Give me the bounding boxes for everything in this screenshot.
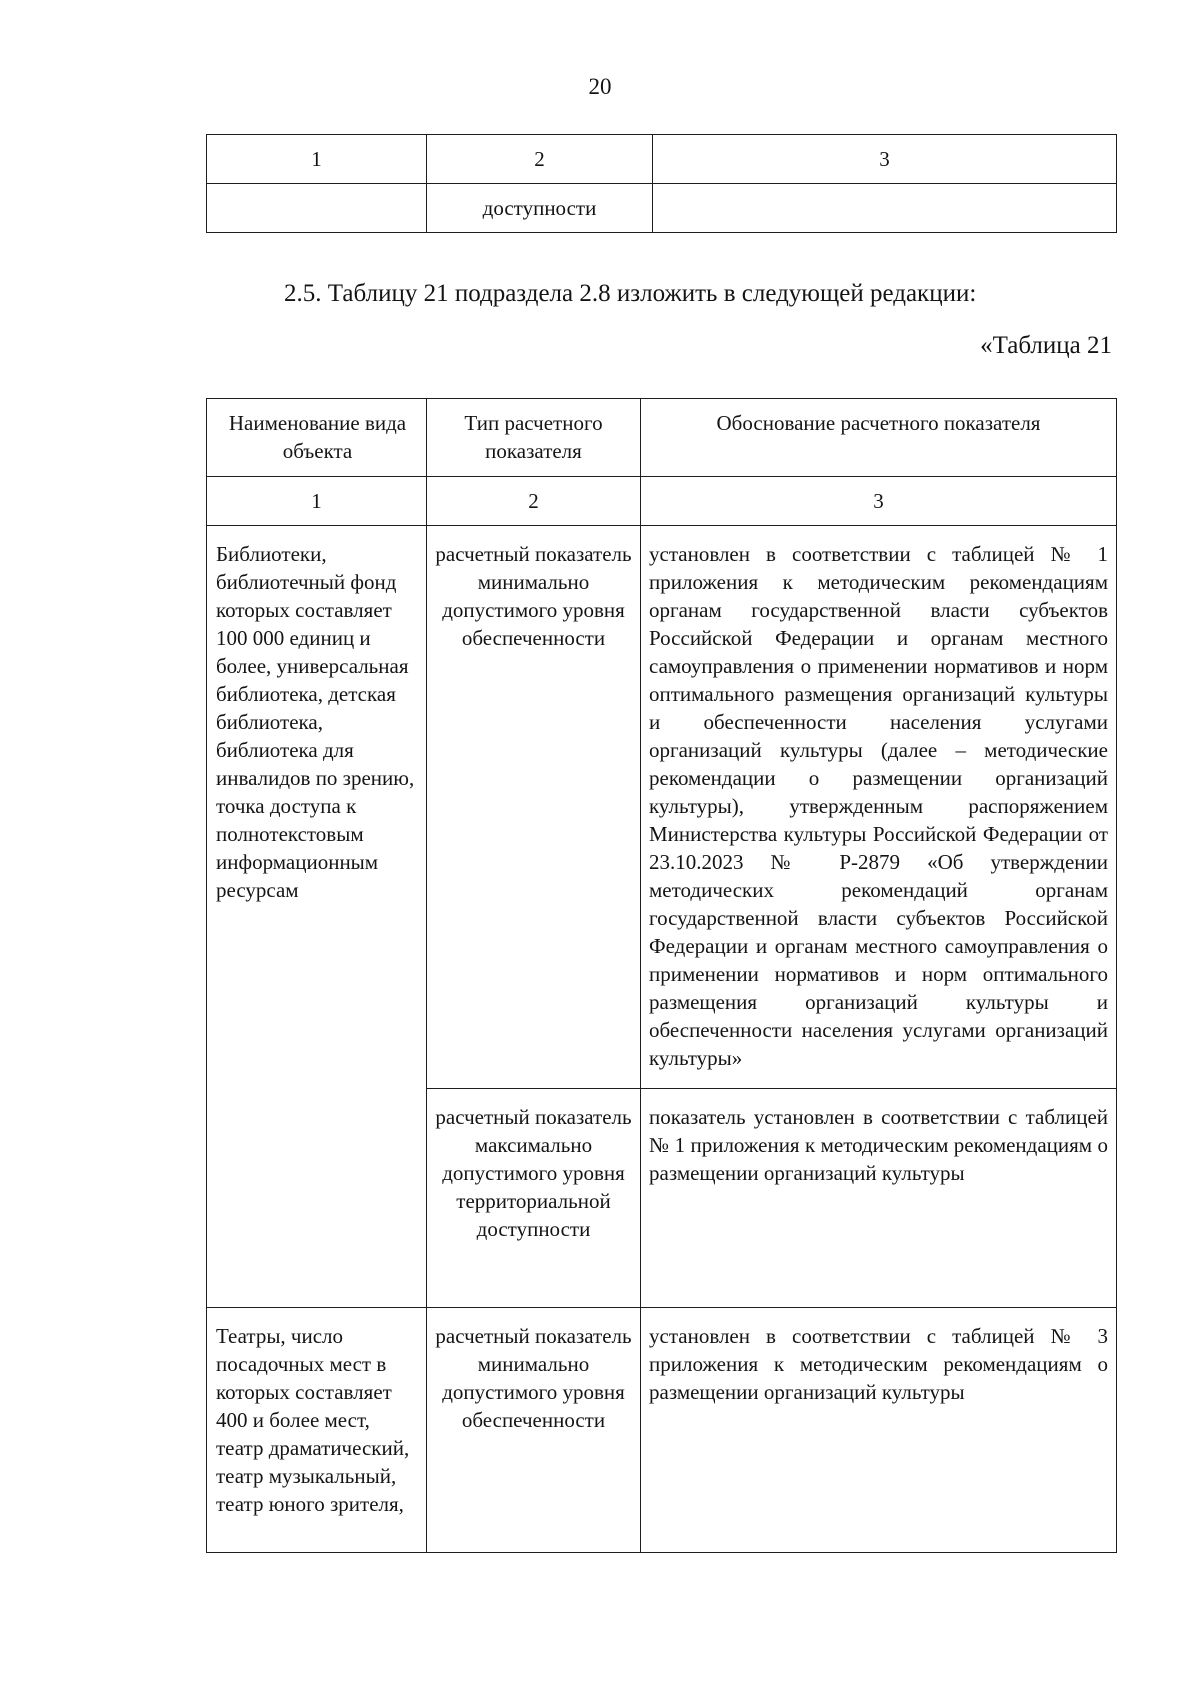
continuation-header-cell: 3 [653, 135, 1117, 184]
continuation-cell: доступности [427, 184, 653, 233]
section-heading: 2.5. Таблицу 21 подраздела 2.8 изложить в следующей редакции: [284, 280, 977, 307]
continuation-header-cell: 1 [207, 135, 427, 184]
continuation-header-row [207, 135, 1117, 184]
table-header-row [207, 399, 1117, 477]
indicator-type-cell: расчетный показатель минимально допустимого уровня обеспеченности [427, 526, 641, 1089]
continuation-table [206, 134, 1117, 233]
column-number: 1 [207, 477, 427, 526]
continuation-row [207, 184, 1117, 233]
object-name-cell: Библиотеки, библиотечный фонд которых составляет 100 000 единиц и более, универсальная библиотека, детская библиотека, библиотека для инвалидов по зрению, точка доступа к полнотекстовым информационным ресурсам [207, 526, 427, 1308]
indicator-basis-cell: показатель установлен в соответствии с таблицей № 1 приложения к методическим рекомендациям о размещении организаций культуры [641, 1089, 1117, 1308]
column-number: 2 [427, 477, 641, 526]
table-row-theatres [207, 1308, 1117, 1553]
indicator-type-cell: расчетный показатель минимально допустимого уровня обеспеченности [427, 1308, 641, 1553]
object-name-cell: Театры, число посадочных мест в которых составляет 400 и более мест, театр драматический, театр музыкальный, театр юного зрителя, [207, 1308, 427, 1553]
indicator-basis-cell: установлен в соответствии с таблицей № 3 приложения к методическим рекомендациям о размещении организаций культуры [641, 1308, 1117, 1553]
table-row-libraries-min [207, 526, 1117, 1089]
column-number: 3 [641, 477, 1117, 526]
continuation-cell [653, 184, 1117, 233]
header-object-name: Наименование вида объекта [207, 399, 427, 477]
column-number-row [207, 477, 1117, 526]
header-indicator-type: Тип расчетного показателя [427, 399, 641, 477]
table-label: «Таблица 21 [980, 332, 1112, 359]
continuation-cell [207, 184, 427, 233]
table-21 [206, 398, 1117, 1553]
page-number: 20 [588, 74, 612, 99]
continuation-header-cell: 2 [427, 135, 653, 184]
indicator-basis-cell: установлен в соответствии с таблицей № 1 приложения к методическим рекомендациям органам государственной власти субъектов Российской Федерации и органам местного самоуправления о применении нормативов и норм оптимального размещения организаций культуры и обеспеченности населения услугами организаций культуры (далее – методические рекомендации о размещении организаций культуры), утвержденным распоряжением Министерства культуры Российской Федерации от 23.10.2023 № Р-2879 «Об утверждении методических рекомендаций органам государственной власти субъектов Российской Федерации и органам местного самоуправления о применении нормативов и норм оптимального размещения организаций культуры и обеспеченности населения услугами организаций культуры» [641, 526, 1117, 1089]
header-indicator-basis: Обоснование расчетного показателя [641, 399, 1117, 477]
indicator-type-cell: расчетный показатель максимально допустимого уровня территориальной доступности [427, 1089, 641, 1308]
